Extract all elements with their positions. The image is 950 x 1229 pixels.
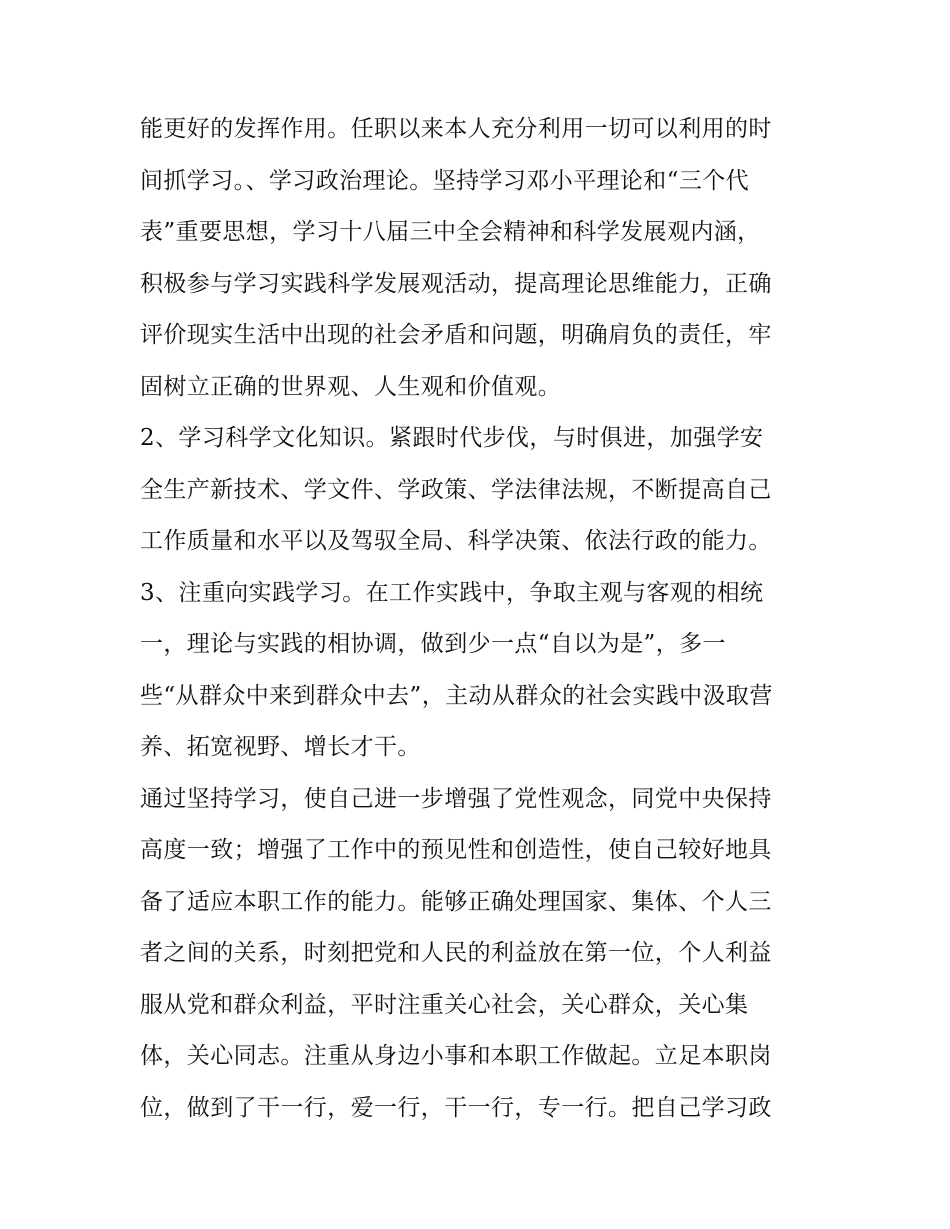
text-line: 能更好的发挥作用。任职以来本人充分利用一切可以利用的时 (140, 116, 772, 142)
text-line: 备了适应本职工作的能力。能够正确处理国家、集体、个人三 (140, 888, 772, 915)
text-line: 表”重要思想，学习十八届三中全会精神和科学发展观内涵， (140, 219, 761, 245)
text-line: 体，关心同志。注重从身边小事和本职工作做起。立足本职岗 (140, 1043, 772, 1069)
text-line: 高度一致；增强了工作中的预见性和创造性，使自己较好地具 (140, 837, 772, 863)
text-line: 全生产新技术、学文件、学政策、学法律法规，不断提高自己 (140, 476, 772, 503)
text-line: 位，做到了干一行，爱一行，干一行，专一行。把自己学习政 (140, 1094, 772, 1121)
text-line: 者之间的关系，时刻把党和人民的利益放在第一位，个人利益 (140, 940, 772, 966)
text-line: 服从党和群众利益，平时注重关心社会，关心群众，关心集 (140, 991, 749, 1018)
text-line: 些“从群众中来到群众中去”，主动从群众的社会实践中汲取营 (140, 682, 773, 709)
text-line: 评价现实生活中出现的社会矛盾和问题，明确肩负的责任，牢 (140, 322, 772, 348)
text-line: 3、注重向实践学习。在工作实践中，争取主观与客观的相统 (140, 579, 764, 606)
text-line: 2、学习科学文化知识。紧跟时代步伐，与时俱进，加强学安 (140, 425, 764, 451)
document-body (140, 104, 820, 1134)
text-line: 通过坚持学习，使自己进一步增强了党性观念，同党中央保持 (140, 785, 772, 812)
text-line: 一，理论与实践的相协调，做到少一点“自以为是”，多一 (140, 631, 726, 657)
text-line: 积极参与学习实践科学发展观活动，提高理论思维能力，正确 (140, 270, 772, 297)
text-line: 固树立正确的世界观、人生观和价值观。 (140, 373, 562, 400)
text-line: 工作质量和水平以及驾驭全局、科学决策、依法行政的能力。 (140, 528, 772, 554)
text-line: 间抓学习。、学习政治理论。坚持学习邓小平理论和“三个代 (140, 167, 750, 194)
text-line: 养、拓宽视野、增长才干。 (140, 734, 421, 760)
